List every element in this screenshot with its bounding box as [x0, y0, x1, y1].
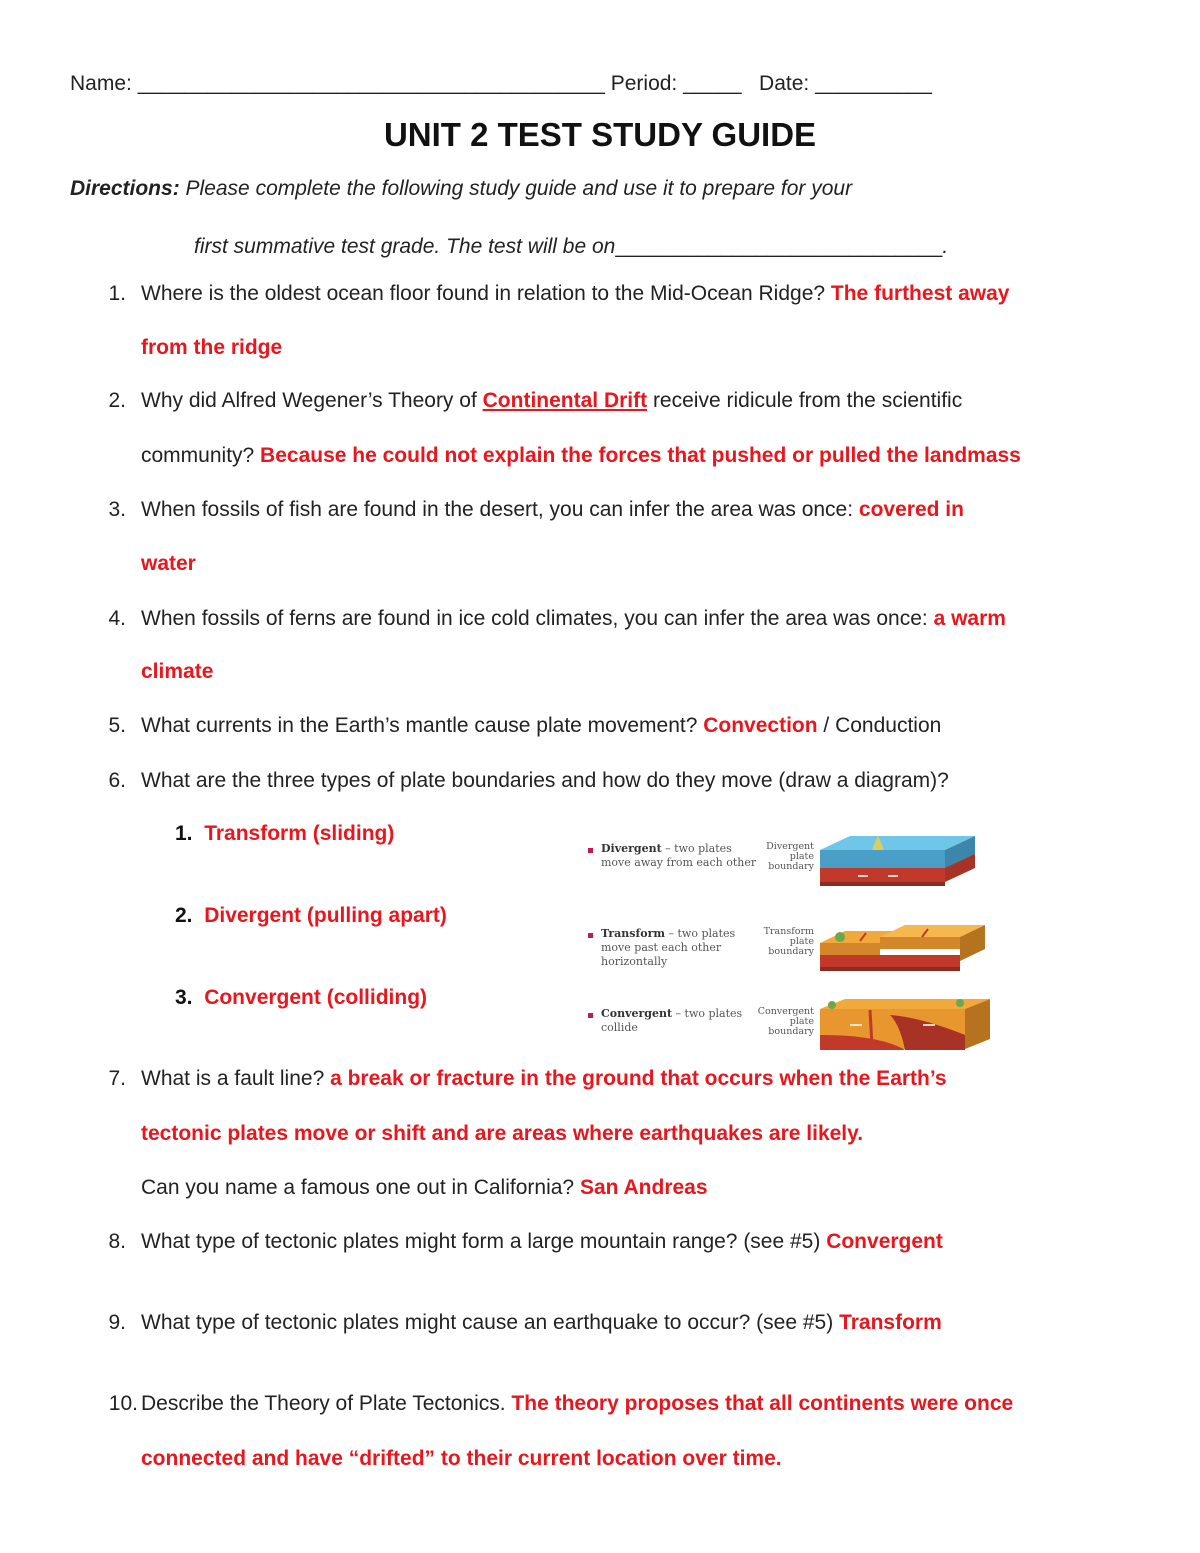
bullet-icon: [588, 933, 593, 938]
directions-line-2: first summative test grade. The test will be on____________________________.: [194, 235, 949, 258]
answer-text: Because he could not explain the forces that pushed or pulled the landmass: [260, 444, 1021, 467]
transform-description: Transform – two plates move past each other horizontally: [601, 927, 736, 968]
plate-boundary-diagram: [578, 830, 998, 1055]
question-10: Describe the Theory of Plate Tectonics. The theory proposes that all continents were once: [141, 1392, 1014, 1415]
directions-label: Directions:: [70, 177, 180, 200]
period-label: Period:: [610, 72, 678, 95]
transform-row: [578, 915, 998, 985]
directions-line-1: [70, 177, 852, 201]
question-7: What is a fault line? a break or fracture in the ground that occurs when the Earth’s: [141, 1067, 947, 1090]
boundary-item: 3. Convergent (colliding): [175, 986, 428, 1009]
question-number: 10.: [108, 1392, 138, 1415]
answer-text: The furthest away: [830, 282, 1010, 305]
question-number: 9.: [108, 1311, 126, 1334]
divergent-label: Divergent plate boundary: [766, 841, 814, 872]
convergent-description: Convergent – two plates collide: [601, 1007, 743, 1034]
answer-text: Convergent: [826, 1230, 943, 1253]
answer-text: Transform: [839, 1311, 942, 1334]
answer-text: water: [141, 552, 196, 575]
answer-text: covered in: [858, 498, 964, 521]
date-label: Date:: [759, 72, 810, 95]
boundary-item: 1. Transform (sliding): [175, 822, 395, 845]
question-9: What type of tectonic plates might cause an earthquake to occur? (see #5) Transform: [141, 1311, 942, 1334]
name-label: Name:: [70, 72, 132, 95]
convergent-block-illustration: [810, 995, 995, 1060]
question-7-followup: Can you name a famous one out in California? San Andreas: [141, 1176, 708, 1199]
answer-text: connected and have “drifted” to their current location over time.: [141, 1447, 782, 1470]
test-date-field[interactable]: ____________________________: [615, 235, 943, 258]
answer-text: a warm: [933, 607, 1006, 630]
question-5: What currents in the Earth’s mantle cause plate movement? Convection / Conduction: [141, 714, 942, 737]
answer-text: San Andreas: [579, 1176, 708, 1199]
date-field[interactable]: __________: [815, 72, 932, 95]
question-number: 8.: [108, 1230, 126, 1253]
bullet-icon: [588, 1013, 593, 1018]
transform-block-illustration: [810, 915, 995, 980]
question-number: 4.: [108, 607, 126, 630]
question-number: 3.: [108, 498, 126, 521]
answer-text: tectonic plates move or shift and are areas where earthquakes are likely.: [141, 1122, 864, 1145]
boundary-item: 2. Divergent (pulling apart): [175, 904, 447, 927]
question-number: 7.: [108, 1067, 126, 1090]
question-8: What type of tectonic plates might form a large mountain range? (see #5) Convergent: [141, 1230, 943, 1253]
divergent-description: Divergent – two plates move away from each other: [601, 842, 757, 869]
question-3: When fossils of fish are found in the desert, you can infer the area was once: covered in: [141, 498, 964, 521]
continental-drift-term: Continental Drift: [482, 389, 648, 412]
answer-text: Convection: [703, 714, 818, 737]
period-field[interactable]: _____: [683, 72, 742, 95]
bullet-icon: [588, 848, 593, 853]
header-line: [70, 72, 932, 96]
answer-text: climate: [141, 660, 214, 683]
question-2: Why did Alfred Wegener’s Theory of Continental Drift receive ridicule from the scientific: [141, 389, 963, 412]
question-4: When fossils of ferns are found in ice cold climates, you can infer the area was once: a warm: [141, 607, 1006, 630]
page-title: UNIT 2 TEST STUDY GUIDE: [383, 116, 817, 153]
answer-text: a break or fracture in the ground that occurs when the Earth’s: [330, 1067, 947, 1090]
question-number: 6.: [108, 769, 126, 792]
answer-text: from the ridge: [141, 336, 283, 359]
question-number: 1.: [108, 282, 126, 305]
answer-text: The theory proposes that all continents were once: [511, 1392, 1014, 1415]
divergent-row: [578, 830, 998, 900]
directions-text-1: Please complete the following study guide and use it to prepare for your: [179, 177, 853, 200]
divergent-block-illustration: [810, 830, 995, 895]
convergent-row: [578, 995, 998, 1065]
question-2-cont: community? Because he could not explain the forces that pushed or pulled the landmass: [141, 444, 1021, 467]
name-field[interactable]: ________________________________________: [137, 72, 605, 95]
convergent-label: Convergent plate boundary: [757, 1006, 814, 1037]
question-number: 2.: [108, 389, 126, 412]
question-1: Where is the oldest ocean floor found in relation to the Mid-Ocean Ridge? The furthest away: [141, 282, 1010, 305]
directions-text-2: first summative test grade. The test will be on: [194, 235, 616, 258]
question-number: 5.: [108, 714, 126, 737]
question-6: What are the three types of plate boundaries and how do they move (draw a diagram)?: [141, 769, 949, 792]
transform-label: Transform plate boundary: [763, 926, 814, 957]
